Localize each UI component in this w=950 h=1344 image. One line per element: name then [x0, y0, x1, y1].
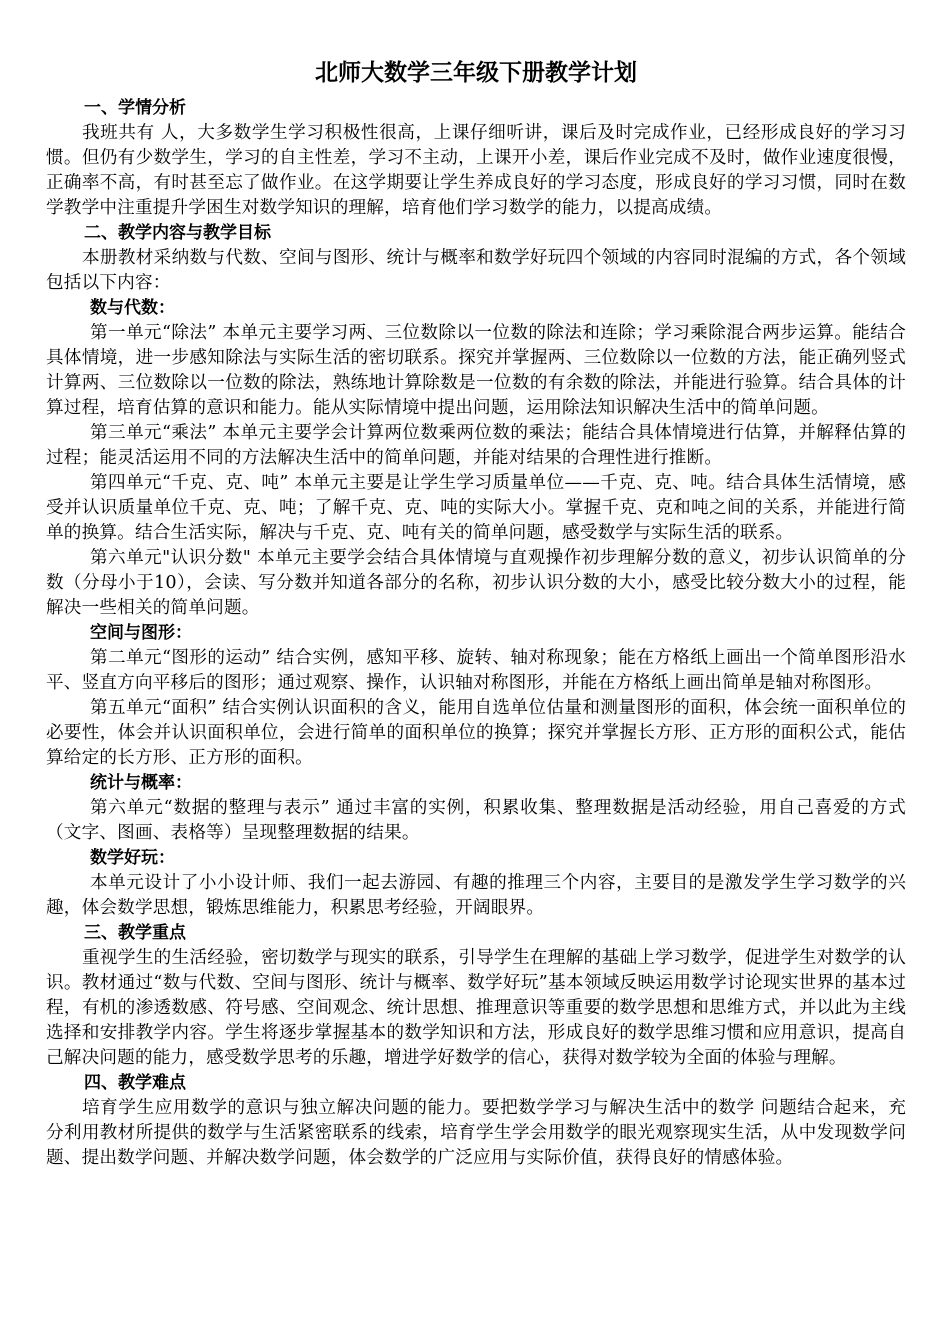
- domain-heading-number-algebra: 数与代数：: [90, 298, 175, 318]
- unit-paragraph-division: 第一单元“除法” 本单元主要学习两、三位数除以一位数的除法和连除；学习乘除混合两步运算。能结合具体情境，进一步感知除法与实际生活的密切联系。探究并掌握两、三位数除以一位数的方法，能正确列竖式计算两、三位数除以一位数的除法，熟练地计算除数是一位数的有余数的除法，并能进行验算。结合具体的计算过程，培育估算的意识和能力。能从实际情境中提出问题，运用除法知识解决生活中的简单问题。: [46, 323, 906, 418]
- unit-paragraph-data: 第六单元“数据的整理与表示” 通过丰富的实例，积累收集、整理数据是活动经验，用自己喜爱的方式（文字、图画、表格等）呈现整理数据的结果。: [46, 798, 906, 843]
- domain-heading-statistics: 统计与概率：: [90, 773, 192, 793]
- section-paragraph-difficulties: 培育学生应用数学的意识与独立解决问题的能力。要把数学学习与解决生活中的数学 问题结合起来，充分利用教材所提供的数学与生活紧密联系的线索，培育学生学会用数学的眼光观察现实生活，从中发现数学问题、提出数学问题、并解决数学问题，体会数学的广泛应用与实际价值，获得良好的情感体验。: [46, 1098, 906, 1168]
- unit-paragraph-multiplication: 第三单元“乘法” 本单元主要学会计算两位数乘两位数的乘法；能结合具体情境进行估算，并解释估算的过程；能灵活运用不同的方法解决生活中的简单问题，并能对结果的合理性进行推断。: [46, 423, 906, 468]
- document-title: 北师大数学三年级下册教学计划: [315, 60, 637, 86]
- unit-paragraph-shape-motion: 第二单元“图形的运动” 结合实例，感知平移、旋转、轴对称现象；能在方格纸上画出一个简单图形沿水平、竖直方向平移后的图形；通过观察、操作，认识轴对称图形，并能在方格纸上画出简单是轴对称图形。: [46, 648, 906, 693]
- section-paragraph-situation: 我班共有 人，大多数学生学习积极性很高，上课仔细听讲，课后及时完成作业，已经形成良好的学习习惯。但仍有少数学生，学习的自主性差，学习不主动，上课开小差，课后作业完成不及时，做作业速度很慢，正确率不高，有时甚至忘了做作业。在这学期要让学生养成良好的学习态度，形成良好的学习习惯，同时在数学教学中注重提升学困生对数学知识的理解，培育他们学习数学的能力，以提高成绩。: [46, 123, 906, 218]
- section-heading-key-points: 三、教学重点: [84, 923, 186, 943]
- section-paragraph-key-points: 重视学生的生活经验，密切数学与现实的联系，引导学生在理解的基础上学习数学，促进学生对数学的认识。教材通过“数与代数、空间与图形、统计与概率、数学好玩”基本领域反映运用数学讨论现实世界的基本过程，有机的渗透数感、符号感、空间观念、统计思想、推理意识等重要的数学思想和思维方式，并以此为主线选择和安排教学内容。学生将逐步掌握基本的数学知识和方法，形成良好的数学思维习惯和应用意识，提高自己解决问题的能力，感受数学思考的乐趣，增进学好数学的信心，获得对数学较为全面的体验与理解。: [46, 948, 906, 1068]
- section-heading-content: 二、教学内容与教学目标: [84, 223, 271, 243]
- section-intro-content: 本册教材采纳数与代数、空间与图形、统计与概率和数学好玩四个领域的内容同时混编的方式，各个领域包括以下内容：: [46, 248, 906, 293]
- unit-paragraph-math-fun: 本单元设计了小小设计师、我们一起去游园、有趣的推理三个内容，主要目的是激发学生学习数学的兴趣，体会数学思想，锻炼思维能力，积累思考经验，开阔眼界。: [46, 873, 906, 918]
- domain-heading-space-geometry: 空间与图形：: [90, 623, 192, 643]
- unit-paragraph-area: 第五单元“面积” 结合实例认识面积的含义，能用自选单位估量和测量图形的面积，体会统一面积单位的必要性，体会并认识面积单位，会进行简单的面积单位的换算；探究并掌握长方形、正方形的面积公式，能估算给定的长方形、正方形的面积。: [46, 698, 906, 768]
- unit-paragraph-mass: 第四单元“千克、克、吨” 本单元主要是让学生学习质量单位——千克、克、吨。结合具体生活情境，感受并认识质量单位千克、克、吨；了解千克、克、吨的实际大小。掌握千克、克和吨之间的关系，并能进行简单的换算。结合生活实际，解决与千克、克、吨有关的简单问题，感受数学与实际生活的联系。: [46, 473, 906, 543]
- domain-heading-math-fun: 数学好玩：: [90, 848, 175, 868]
- unit-paragraph-fractions: 第六单元"认识分数" 本单元主要学会结合具体情境与直观操作初步理解分数的意义，初步认识简单的分数（分母小于10），会读、写分数并知道各部分的名称，初步认识分数的大小，感受比较分数大小的过程，能解决一些相关的简单问题。: [46, 548, 906, 618]
- section-heading-situation: 一、学情分析: [84, 98, 186, 118]
- section-heading-difficulties: 四、教学难点: [84, 1073, 186, 1093]
